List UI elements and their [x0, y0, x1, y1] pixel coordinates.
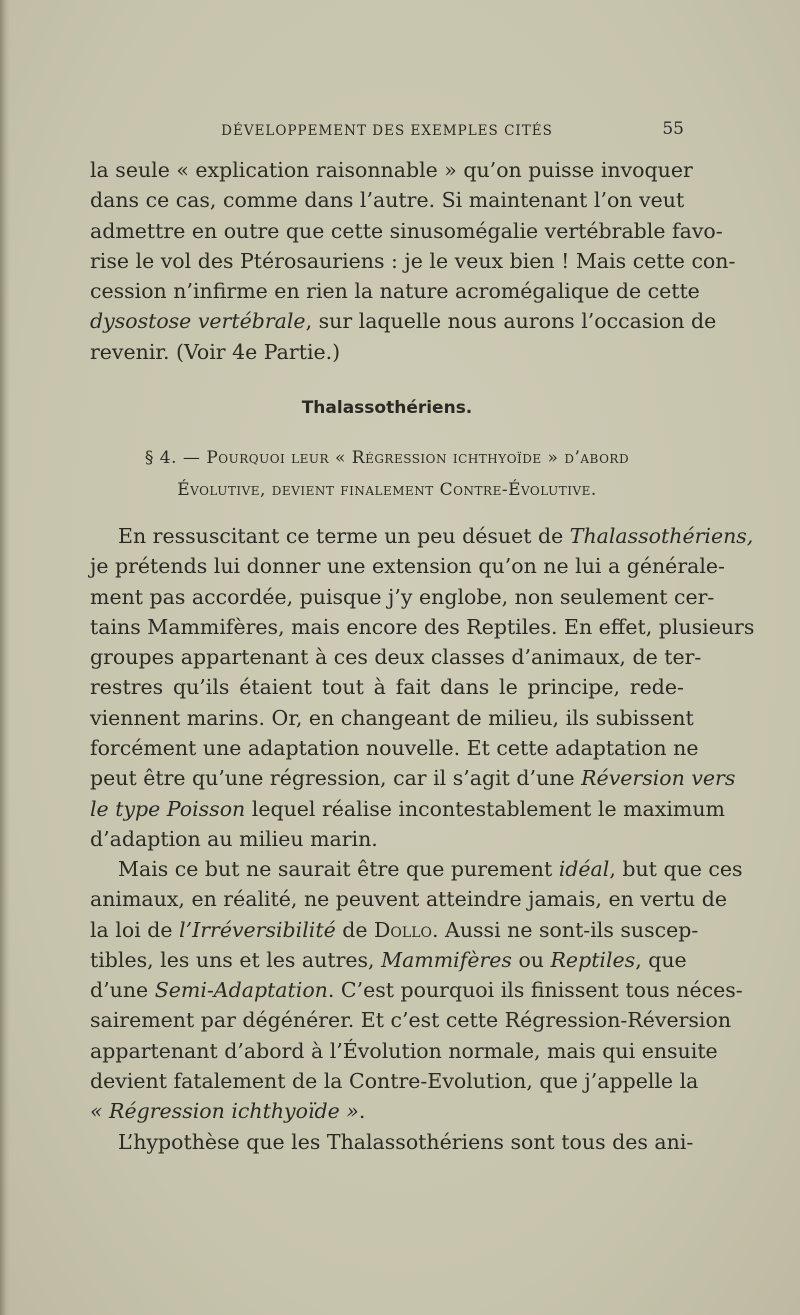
running-header	[90, 119, 684, 143]
section-title-line-1: § 4. — Pourquoi leur « Régression ichthyoïde » d’abord	[144, 448, 630, 468]
paragraph-4	[90, 1127, 694, 1157]
page-number: 55	[662, 119, 684, 139]
paragraph-3	[90, 854, 743, 1127]
text-line: sairement par dégénérer. Et c’est cette Régression-Réversion	[90, 1008, 732, 1033]
paragraph-2	[90, 521, 755, 854]
text-line: Mais ce but ne saurait être que purement idéal, but que ces	[118, 857, 743, 881]
text-line: tains Mammifères, mais encore des Reptiles. En effet, plusieurs	[90, 614, 755, 639]
text-line: peut être qu’une régression, car il s’agit d’une Réversion vers	[90, 766, 736, 791]
text-line: groupes appartenant à ces deux classes d’animaux, de ter-	[90, 645, 702, 670]
text-line: En ressuscitant ce terme un peu désuet de Thalassothériens,	[118, 524, 754, 548]
paragraph-1	[90, 155, 736, 367]
text-line: animaux, en réalité, ne peuvent atteindre jamais, en vertu de	[90, 887, 728, 912]
section-heading: Thalassothériens.	[301, 398, 473, 418]
text-line: d’une Semi-Adaptation. C’est pourquoi ils finissent tous néces-	[90, 978, 743, 1003]
section-title	[90, 442, 684, 506]
text-line: rise le vol des Ptérosauriens : je le veux bien ! Mais cette con-	[90, 248, 736, 273]
text-line: viennent marins. Or, en changeant de milieu, ils subissent	[90, 705, 694, 730]
text-line: revenir. (Voir 4e Partie.)	[90, 339, 341, 364]
running-title: DÉVELOPPEMENT DES EXEMPLES CITÉS	[221, 123, 553, 139]
text-line: appartenant d’abord à l’Évolution normale, mais qui ensuite	[90, 1038, 718, 1063]
text-line: L’hypothèse que les Thalassothériens sont tous des ani-	[118, 1130, 694, 1154]
section-title-line-2: Évolutive, devient finalement Contre-Évolutive.	[177, 480, 597, 500]
text-line: devient fatalement de la Contre-Evolution, que j’appelle la	[90, 1069, 699, 1094]
text-line: je prétends lui donner une extension qu’on ne lui a générale-	[90, 554, 725, 579]
text-line: tibles, les uns et les autres, Mammifères ou Reptiles, que	[90, 947, 687, 972]
text-line: dysostose vertébrale, sur laquelle nous aurons l’occasion de	[90, 309, 717, 334]
text-line: « Régression ichthyoïde ».	[90, 1099, 366, 1124]
text-line: restres qu’ils étaient tout à fait dans le principe, rede-	[90, 675, 684, 700]
text-line: d’adaption au milieu marin.	[90, 826, 378, 851]
text-line: ment pas accordée, puisque j’y englobe, non seulement cer-	[90, 584, 715, 609]
text-line: dans ce cas, comme dans l’autre. Si maintenant l’on veut	[90, 188, 685, 213]
text-line: le type Poisson lequel réalise incontestablement le maximum	[90, 796, 725, 821]
text-line: admettre en outre que cette sinusomégalie vertébrable favo-	[90, 218, 723, 243]
page-spine-shadow	[0, 0, 10, 1315]
text-line: la seule « explication raisonnable » qu’on puisse invoquer	[90, 158, 693, 182]
text-line: la loi de l’Irréversibilité de Dollo. Aussi ne sont-ils suscep-	[90, 917, 699, 942]
text-line: cession n’infirme en rien la nature acromégalique de cette	[90, 279, 700, 304]
text-line: forcément une adaptation nouvelle. Et cette adaptation ne	[90, 736, 699, 761]
